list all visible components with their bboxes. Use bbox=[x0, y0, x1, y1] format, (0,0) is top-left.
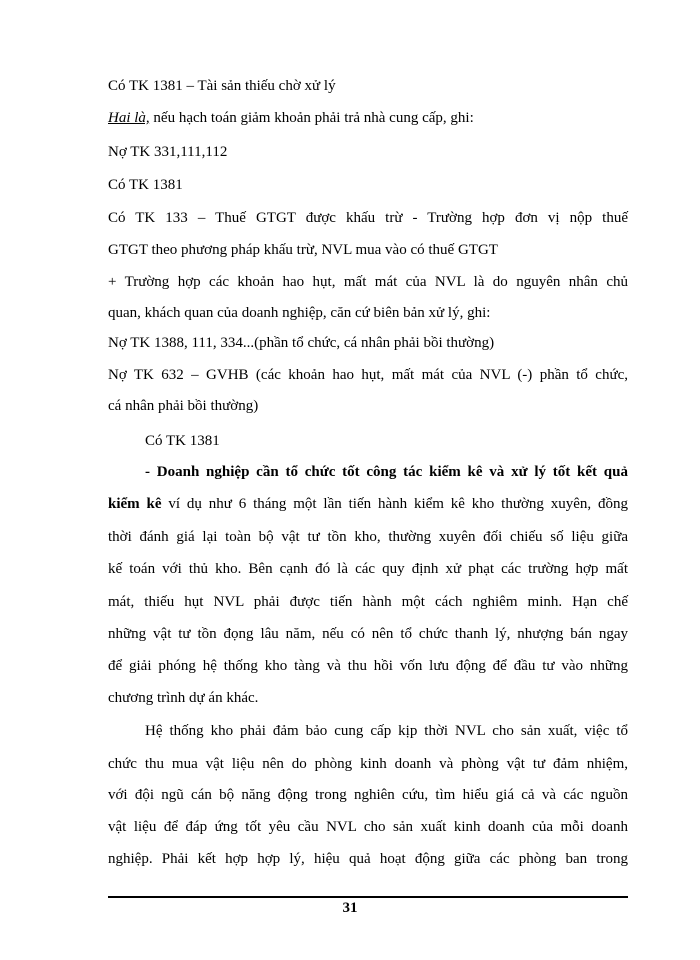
text-line: cá nhân phải bồi thường) bbox=[108, 398, 259, 414]
page-number: 31 bbox=[342, 900, 358, 916]
text-line: Có TK 1381 bbox=[145, 433, 220, 449]
bold-line: - Doanh nghiệp cần tổ chức tốt công tác kiểm kê và xử lý tốt kết quả bbox=[145, 464, 628, 480]
text-line: Có TK 1381 bbox=[108, 177, 183, 193]
text-line bbox=[108, 108, 628, 128]
text-line: thời đánh giá lại toàn bộ vật tư tồn kho, thường xuyên đối chiếu số liệu giữa bbox=[108, 529, 628, 545]
text-line: mát, thiếu hụt NVL phải được tiến hành một cách nghiêm minh. Hạn chế bbox=[108, 594, 628, 610]
text-line: Có TK 133 – Thuế GTGT được khấu trừ - Trường hợp đơn vị nộp thuế bbox=[108, 210, 628, 226]
text-line: Nợ TK 331,111,112 bbox=[108, 144, 228, 160]
text-line: Hệ thống kho phải đảm bảo cung cấp kịp thời NVL cho sản xuất, việc tổ bbox=[145, 723, 628, 739]
text-line bbox=[108, 494, 628, 514]
text-line: Nợ TK 632 – GVHB (các khoản hao hụt, mất mát của NVL (-) phần tổ chức, bbox=[108, 367, 628, 383]
hai-la-heading: Hai là, bbox=[108, 110, 150, 126]
bold-span: kiểm kê bbox=[108, 496, 162, 512]
text-line: Có TK 1381 – Tài sản thiếu chờ xử lý bbox=[108, 78, 336, 94]
text-line: nghiệp. Phải kết hợp hợp lý, hiệu quả hoạt động giữa các phòng ban trong bbox=[108, 851, 628, 867]
text-line: chương trình dự án khác. bbox=[108, 690, 259, 706]
text-line: chức thu mua vật liệu nên do phòng kinh doanh và phòng vật tư đảm nhiệm, bbox=[108, 756, 628, 772]
text-span: ví dụ như 6 tháng một lần tiến hành kiểm kê kho thường xuyên, đồng bbox=[168, 496, 628, 512]
text-line: Nợ TK 1388, 111, 334...(phần tổ chức, cá nhân phải bồi thường) bbox=[108, 335, 495, 351]
footer-rule bbox=[108, 896, 628, 898]
text-line: + Trường hợp các khoản hao hụt, mất mát của NVL là do nguyên nhân chủ bbox=[108, 274, 628, 290]
text-line: với đội ngũ cán bộ năng động trong nghiên cứu, tìm hiểu giá cả và các nguồn bbox=[108, 787, 628, 803]
text-span: nếu hạch toán giảm khoản phải trả nhà cung cấp, ghi: bbox=[153, 110, 474, 126]
text-line: vật liệu để đáp ứng tốt yêu cầu NVL cho sản xuất kinh doanh của mỗi doanh bbox=[108, 819, 628, 835]
text-line: GTGT theo phương pháp khấu trừ, NVL mua vào có thuế GTGT bbox=[108, 242, 498, 258]
text-line: quan, khách quan của doanh nghiệp, căn cứ biên bản xử lý, ghi: bbox=[108, 305, 491, 321]
text-line: kế toán với thủ kho. Bên cạnh đó là các quy định xử phạt các trường hợp mất bbox=[108, 561, 628, 577]
text-line: để giải phóng hệ thống kho tàng và thu hồi vốn lưu động để đầu tư vào những bbox=[108, 658, 628, 674]
text-line: những vật tư tồn đọng lâu năm, nếu có nên tổ chức thanh lý, nhượng bán ngay bbox=[108, 626, 628, 642]
